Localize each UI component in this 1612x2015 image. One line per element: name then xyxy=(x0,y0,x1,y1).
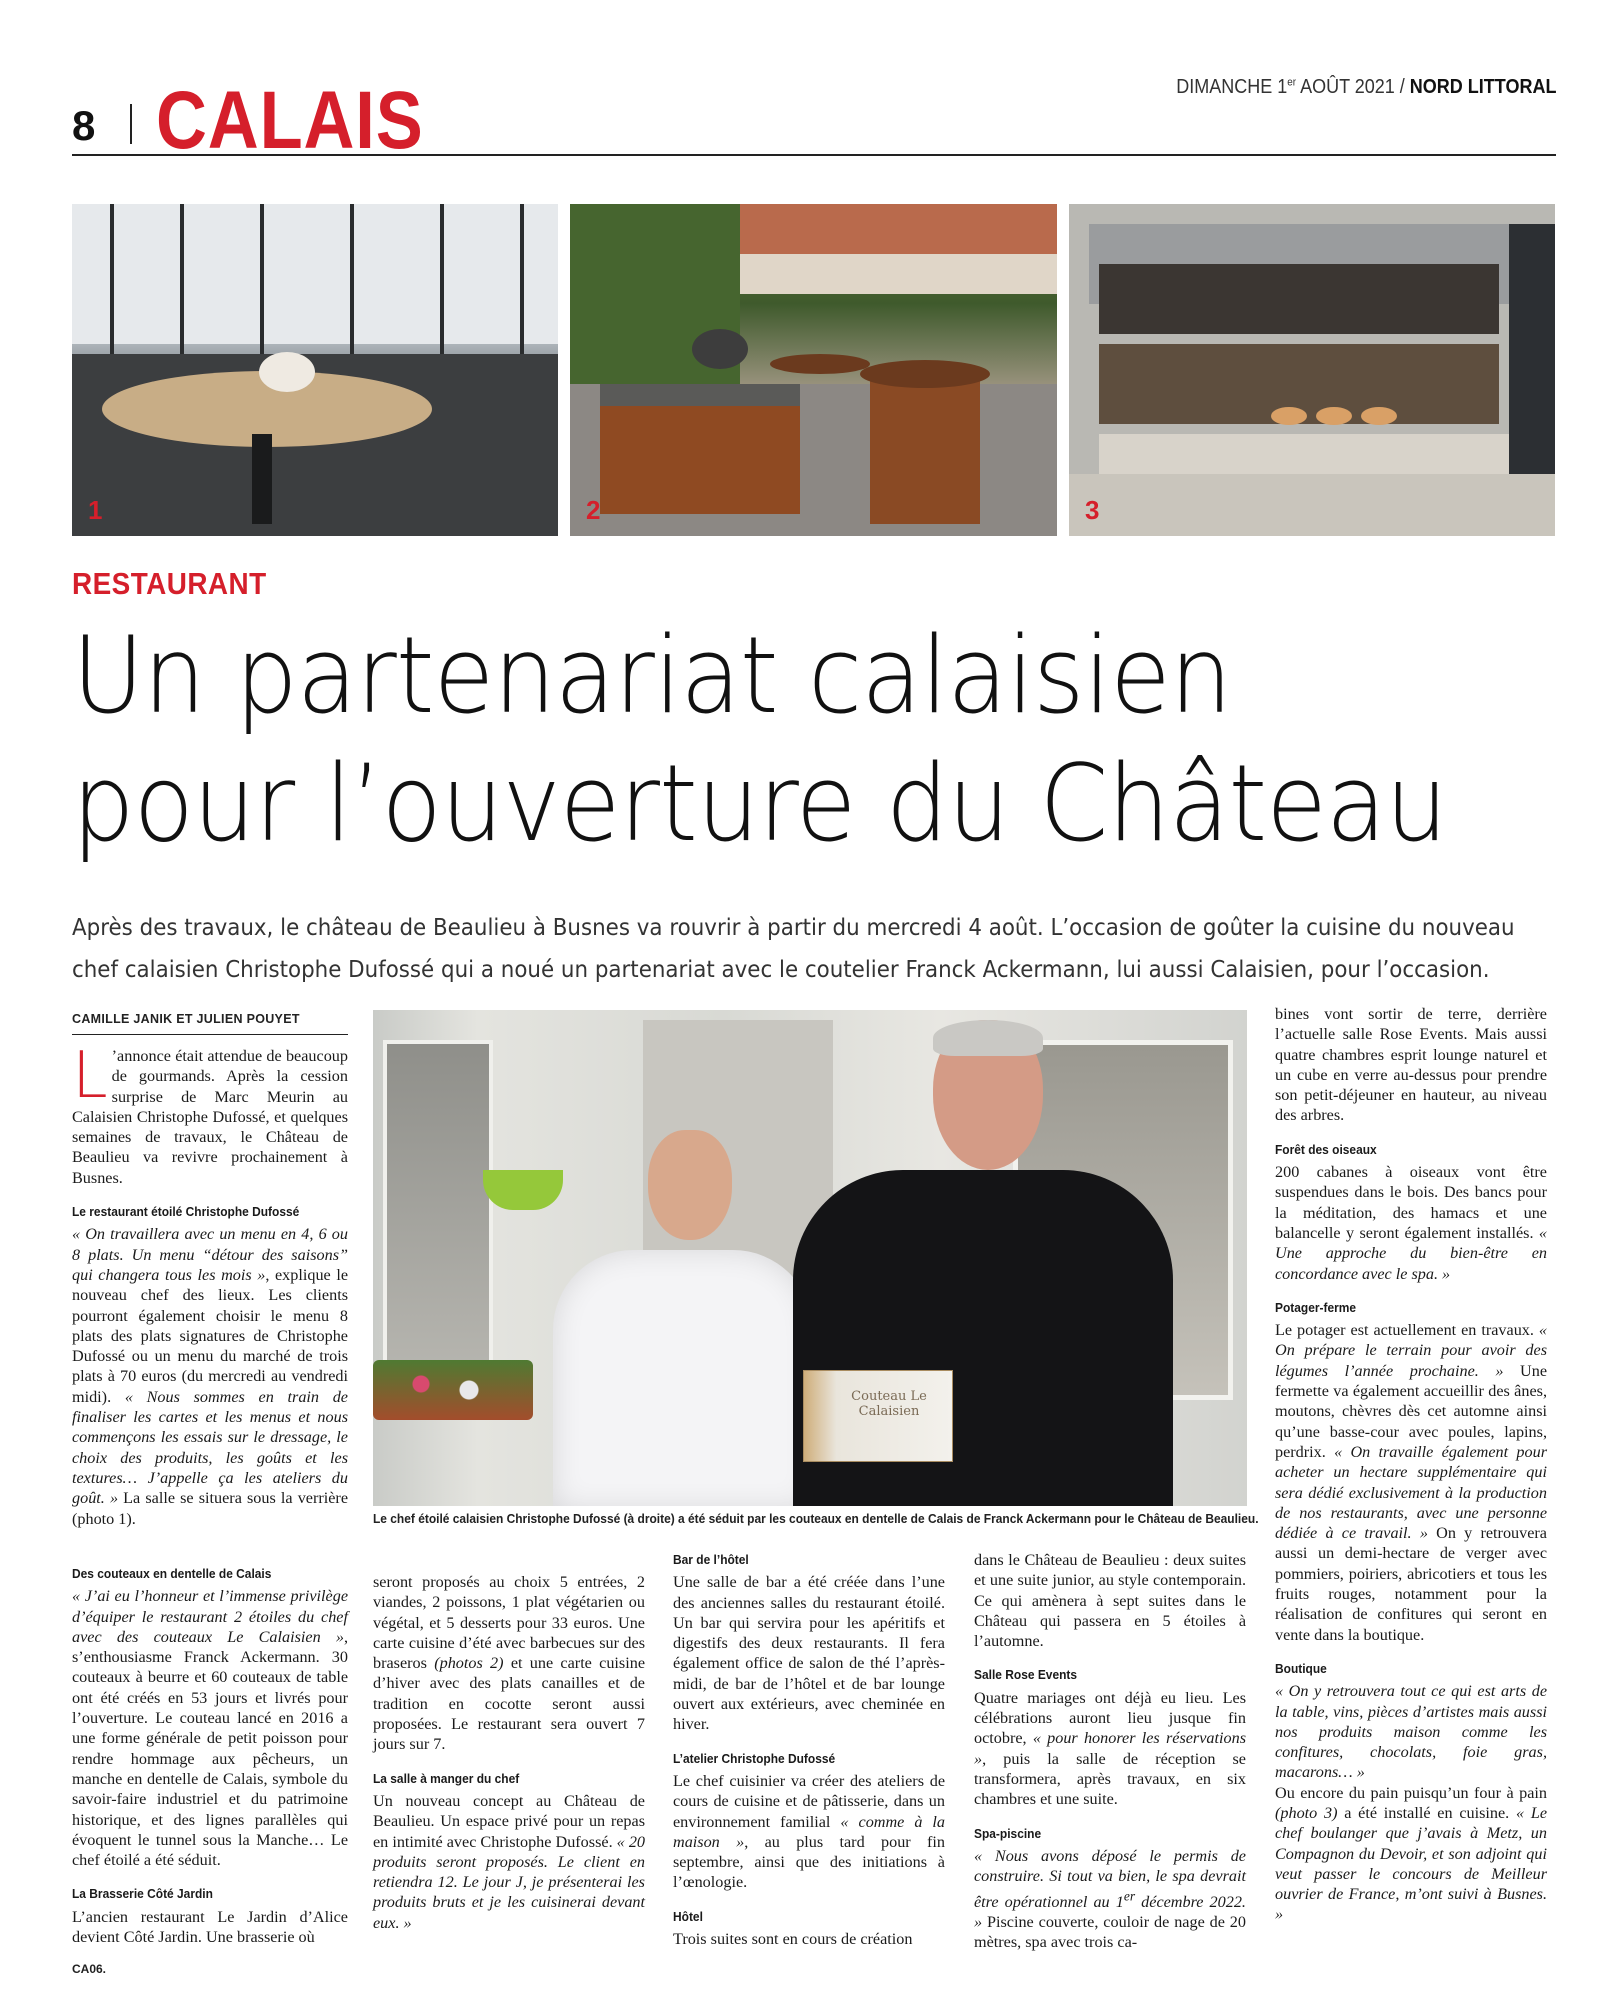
paragraph-hotel: Trois suites sont en cours de création xyxy=(673,1930,913,1949)
photo-hanging-plant xyxy=(483,1170,563,1210)
subheading-hotel: Hôtel xyxy=(673,1908,703,1924)
column-4 xyxy=(974,1550,1246,1953)
headline-line-2: pour l’ouverture du Château xyxy=(72,742,1447,865)
photo-bread-oven xyxy=(1069,204,1555,536)
drop-cap: L xyxy=(72,1039,108,1113)
intro-paragraph: L ’annonce était attendue de beaucoup de gourmands. Après la cession surprise de Marc Meurin au Calaisien Christophe Dufossé, et quelques semaines de travaux, le Château de Beaulieu va revivre prochainement à Busnes. xyxy=(72,1039,348,1187)
paragraph-rose-events: Quatre mariages ont déjà eu lieu. Les célébrations auront lieu jusque fin octobre, « pour honorer les réservations », puis la salle de réception se transformera, après travaux, en six chambres et une suite. xyxy=(974,1688,1246,1809)
subheading-couteaux: Des couteaux en dentelle de Calais xyxy=(72,1566,272,1581)
photo-number-2: 2 xyxy=(586,495,601,525)
subheading-boutique: Boutique xyxy=(1275,1660,1327,1676)
paragraph-boutique: « On y retrouvera tout ce qui est arts de la table, vins, pièces d’artistes mais aussi nos produits maison comme les confitures, chocolats, foie gras, macarons… » xyxy=(1275,1682,1547,1782)
subheading-brasserie: La Brasserie Côté Jardin xyxy=(72,1886,213,1902)
article-byline: CAMILLE JANIK ET JULIEN POUYET xyxy=(72,1012,348,1035)
subheading-spa: Spa-piscine xyxy=(974,1825,1042,1841)
column-5 xyxy=(1275,1004,1547,1925)
page-code: CA06. xyxy=(72,1962,107,1976)
photo-chef-and-cutler xyxy=(373,1010,1247,1506)
subheading-bar: Bar de l’hôtel xyxy=(673,1552,749,1567)
paragraph-hotel-cont: dans le Château de Beaulieu : deux suites et une suite junior, au style contemporain. Ce qui amènera à sept suites dans le Château qui passera en 5 étoiles à l’automne. xyxy=(974,1551,1246,1651)
dateline: DIMANCHE 1er AOÛT 2021 / NORD LITTORAL xyxy=(1175,76,1556,98)
page-number: 8 xyxy=(72,102,96,149)
photo-braseros-courtyard xyxy=(570,204,1057,536)
photo-window-left xyxy=(383,1040,493,1400)
column-3 xyxy=(673,1550,945,1949)
subheading-foret: Forêt des oiseaux xyxy=(1275,1141,1377,1157)
paragraph-salle-chef: Un nouveau concept au Château de Beaulieu. Un espace privé pour un repas en intimité avec Christophe Dufossé. « 20 produits seront proposés. Le client en retiendra 12. Le jour J, je présenterai les produits bruts et je les cuisinerai devant eux. » xyxy=(373,1791,645,1932)
subheading-restaurant: Le restaurant étoilé Christophe Dufossé xyxy=(72,1204,300,1220)
column-1-bottom xyxy=(72,1550,348,1947)
column-2 xyxy=(373,1572,645,1933)
paragraph-potager: Le potager est actuellement en travaux. « On prépare le terrain pour avoir des légumes l’année prochaine. » Une fermette va également accueillir des ânes, moutons, chèvres dès cet automne ainsi qu’une basse-cour avec poules, lapins, perdrix. « On travaille également pour acheter un hectare supplémentaire qui sera dédié exclusivement à la production de nos restaurants, avec une personne dédiée à ce travail. » On y retrouvera aussi un demi-hectare de verger avec pommiers, poiriers, abricotiers et tous les fruits rouges, notamment pour la réalisation de confitures qui seront en vente dans la boutique. xyxy=(1275,1321,1548,1644)
subheading-potager: Potager-ferme xyxy=(1275,1299,1357,1315)
paragraph-brasserie-cont: seront proposés au choix 5 entrées, 2 viandes, 2 poissons, 1 plat végétarien ou végétal, et 5 desserts pour 33 euros. Une carte cuisine d’été avec barbecues sur des braseros (photos 2) et une carte cuisine d’hiver avec des plats canailles et de tradition en cocotte seront aussi proposées. Le restaurant sera ouvert 7 jours sur 7. xyxy=(373,1573,645,1754)
paragraph-atelier: Le chef cuisinier va créer des ateliers de cours de cuisine et de pâtisserie, dans un environnement familial « comme à la maison », au plus tard pour fin septembre, ainsi que des initiations à l’œnologie. xyxy=(673,1771,946,1892)
publication-name: NORD LITTORAL xyxy=(1409,76,1556,98)
article-headline xyxy=(72,612,1448,868)
paragraph-restaurant: « On travaillera avec un menu en 4, 6 ou 8 plats. Un menu “détour des saisons” qui changera tous les mois », explique le nouveau chef des lieux. Les clients pourront également choisir le menu 8 plats des plats signatures de Christophe Dufossé ou un menu du marché de trois plats à 70 euros (du mercredi au vendredi midi). « Nous sommes en train de finaliser les cartes et les menus et nous commençons les essais sur le dressage, le choix des produits, les goûts et les textures… J’appelle ça les ateliers du goût. » La salle se situera sous la verrière (photo 1). xyxy=(72,1225,349,1528)
article-kicker: RESTAURANT xyxy=(72,566,267,601)
photo-caption: Le chef étoilé calaisien Christophe Dufossé (à droite) a été séduit par les couteaux en dentelle de Calais de Franck Ackermann pour le Château de Beaulieu. xyxy=(373,1511,1259,1526)
page-header xyxy=(72,74,1556,166)
paragraph-couteaux: « J’ai eu l’honneur et l’immense privilège d’équiper le restaurant 2 étoiles du chef avec des couteaux Le Calaisien », s’enthousiasme Franck Ackermann. 30 couteaux à beurre et 60 couteaux de table ont été créés en 53 jours et livrés pour l’ouverture. Le couteau lancé en 2016 a une forme générale de petit poisson pour rendre hommage aux pêcheurs, un manche en dentelle de Calais, symbole du savoir-faire industriel et du patrimoine historique, et des lignes parallèles qui évoquent le tunnel sous la Manche… Le chef étoilé a été séduit. xyxy=(72,1587,348,1870)
paragraph-spa-cont: bines vont sortir de terre, derrière l’actuelle salle Rose Events. Mais aussi quatre chambres esprit lounge naturel et un cube en verre au-dessus pour prendre son petit-déjeuner en hauteur, au niveau des arbres. xyxy=(1275,1005,1547,1125)
paragraph-bar: Une salle de bar a été créée dans l’une des anciennes salles du restaurant étoilé. Un bar qui servira pour les apéritifs et digestifs des deux restaurants. Il fera également office de salon de thé l’après-midi, de bar de l’hôtel et de bar lounge ouvert aux extérieurs, avec cheminée en hiver. xyxy=(673,1573,945,1734)
headline-line-1: Un partenariat calaisien xyxy=(72,614,1232,737)
section-title: CALAIS xyxy=(156,75,424,166)
photo-knife-box: Couteau Le Calaisien xyxy=(803,1370,953,1462)
photo-person-left xyxy=(553,1130,813,1506)
photo-number-3: 3 xyxy=(1085,495,1100,525)
column-1-top xyxy=(72,1039,349,1529)
header-divider xyxy=(130,104,132,144)
paragraph-boutique-2: Ou encore du pain puisqu’un four à pain (photo 3) a été installé en cuisine. « Le chef boulanger que j’avais à Metz, un Compagnon du Devoir, et son adjoint qui veut passer le concours de Meilleur ouvrier de France, m’ont suivi à Busnes. » xyxy=(1275,1783,1548,1924)
subheading-salle-chef: La salle à manger du chef xyxy=(373,1770,520,1786)
paragraph-spa: « Nous avons déposé le permis de construire. Si tout va bien, le spa devrait être opérationnel au 1er décembre 2022. » Piscine couverte, couloir de nage de 20 mètres, spa avec trois ca- xyxy=(974,1846,1246,1952)
photo-veranda-dining-room xyxy=(72,204,558,536)
subheading-rose-events: Salle Rose Events xyxy=(974,1667,1078,1683)
photo-number-1: 1 xyxy=(88,495,103,525)
photo-flower-box xyxy=(373,1360,533,1420)
paragraph-foret: 200 cabanes à oiseaux vont être suspendues dans le bois. Des bancs pour la méditation, des hamacs et une balancelle y seront également installés. « Une approche du bien-être en concordance avec le spa. » xyxy=(1275,1163,1547,1283)
paragraph-brasserie: L’ancien restaurant Le Jardin d’Alice devient Côté Jardin. Une brasserie où xyxy=(72,1907,348,1947)
article-standfirst: Après des travaux, le château de Beaulieu à Busnes va rouvrir à partir du mercredi 4 août. L’occasion de goûter la cuisine du nouveau chef calaisien Christophe Dufossé qui a noué un partenariat avec le coutelier Franck Ackermann, lui aussi Calaisien, pour l’occasion. xyxy=(72,913,1515,983)
subheading-atelier: L’atelier Christophe Dufossé xyxy=(673,1750,836,1766)
